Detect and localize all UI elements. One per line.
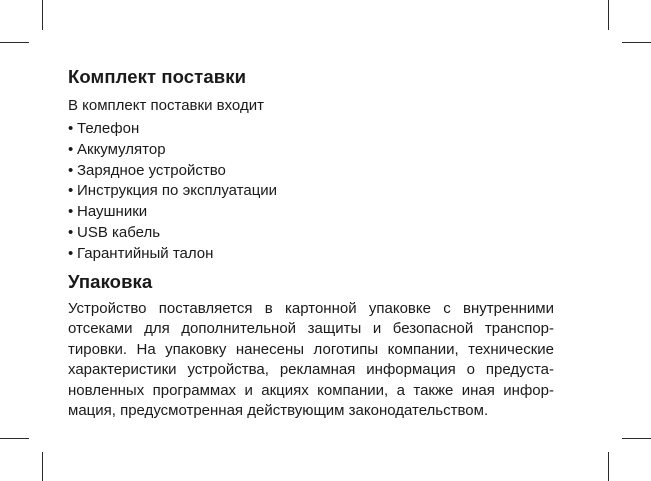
list-item-text: USB кабель bbox=[77, 223, 161, 241]
list-item bbox=[68, 140, 554, 161]
crop-mark-top-left-vertical bbox=[42, 0, 43, 30]
section-title-contents: Комплект поставки bbox=[68, 66, 247, 87]
list-item bbox=[68, 223, 554, 244]
paragraph-line: Устройство поставляется в картонной упаковке с внутренними bbox=[68, 299, 554, 317]
bullet-icon: • bbox=[68, 203, 74, 221]
bullet-icon: • bbox=[68, 223, 74, 241]
section-title-packaging: Упаковка bbox=[68, 270, 153, 292]
crop-mark-bottom-left-horizontal bbox=[0, 438, 29, 439]
bullet-icon: • bbox=[68, 120, 74, 137]
paragraph-line: отсеками для дополнительной защиты и безопасной транспор- bbox=[68, 320, 554, 338]
contents-intro: В комплект поставки входит bbox=[68, 97, 264, 114]
bullet-icon: • bbox=[68, 140, 74, 158]
crop-mark-bottom-left-vertical bbox=[42, 452, 43, 481]
bullet-icon: • bbox=[68, 182, 74, 200]
list-item bbox=[68, 244, 554, 265]
bullet-icon: • bbox=[68, 161, 74, 179]
crop-mark-bottom-right-horizontal bbox=[622, 438, 651, 439]
list-item bbox=[68, 202, 554, 223]
crop-mark-top-right-vertical bbox=[608, 0, 609, 30]
paragraph-line: тировки. На упаковку нанесены логотипы компании, технические bbox=[68, 340, 554, 358]
list-item-text: Зарядное устройство bbox=[77, 161, 226, 179]
list-item bbox=[68, 161, 554, 182]
crop-mark-top-right-horizontal bbox=[622, 42, 651, 43]
list-item-text: Наушники bbox=[77, 203, 148, 221]
paragraph-line: характеристики устройства, рекламная информация о предуста- bbox=[68, 361, 554, 379]
crop-mark-top-left-horizontal bbox=[0, 42, 29, 43]
list-item-text: Инструкция по эксплуатации bbox=[77, 182, 278, 200]
bullet-icon: • bbox=[68, 244, 74, 262]
paragraph-line: мация, предусмотренная действующим законодательством. bbox=[68, 402, 489, 420]
packaging-paragraph bbox=[68, 299, 554, 422]
crop-mark-bottom-right-vertical bbox=[608, 452, 609, 481]
list-item-text: Аккумулятор bbox=[77, 140, 166, 158]
list-item-text: Гарантийный талон bbox=[77, 244, 214, 262]
list-item bbox=[68, 181, 554, 202]
list-item bbox=[68, 119, 554, 140]
contents-list bbox=[68, 119, 554, 265]
list-item-text: Телефон bbox=[77, 120, 140, 137]
paragraph-line: новленных программах и акциях компании, а также иная инфор- bbox=[68, 381, 554, 399]
document-content bbox=[68, 66, 554, 422]
